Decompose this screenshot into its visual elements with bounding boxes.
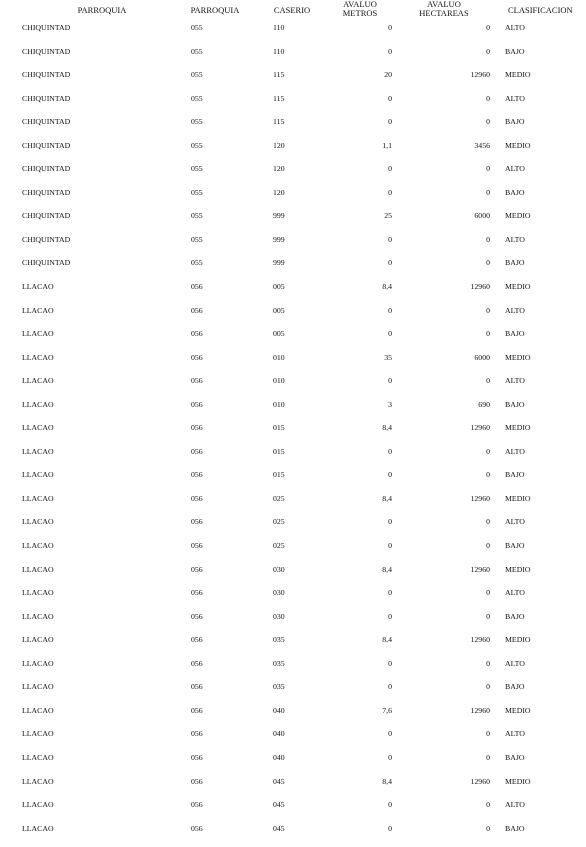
cell-avaluo-hectareas: 6000 [474, 211, 490, 221]
cell-parroquia-code: 055 [191, 211, 203, 221]
cell-clasificacion: MEDIO [505, 282, 531, 292]
cell-clasificacion: ALTO [505, 658, 525, 668]
table-row [0, 397, 586, 421]
cell-caserio: 110 [273, 23, 285, 32]
table-row [0, 585, 586, 609]
table-row [0, 44, 586, 68]
table-row [0, 138, 586, 162]
cell-avaluo-metros: 0 [388, 305, 392, 315]
cell-clasificacion: BAJO [505, 187, 525, 197]
cell-parroquia: LLACAO [22, 352, 54, 362]
cell-avaluo-hectareas: 12960 [470, 705, 490, 715]
cell-caserio: 035 [273, 635, 285, 645]
cell-avaluo-hectareas: 0 [486, 682, 490, 692]
cell-caserio: 045 [273, 776, 285, 786]
cell-parroquia-code: 055 [191, 46, 203, 56]
header-avaluo-hectareas [410, 0, 478, 18]
header-parroquia-code: PARROQUIA [190, 5, 240, 15]
table-row [0, 609, 586, 633]
cell-avaluo-hectareas: 0 [486, 305, 490, 315]
cell-avaluo-metros: 0 [388, 823, 392, 833]
cell-avaluo-metros: 0 [388, 588, 392, 598]
cell-clasificacion: ALTO [505, 729, 525, 739]
cell-avaluo-metros: 1,1 [382, 140, 392, 150]
header-avaluo-metros [330, 0, 390, 18]
cell-clasificacion: MEDIO [505, 352, 531, 362]
cell-avaluo-hectareas: 12960 [470, 564, 490, 574]
cell-parroquia-code: 056 [191, 776, 203, 786]
cell-clasificacion: BAJO [505, 541, 525, 551]
cell-caserio: 005 [273, 329, 285, 339]
cell-avaluo-hectareas: 0 [486, 446, 490, 456]
header-avaluo-hectareas-line1: AVALUO [427, 0, 461, 9]
cell-avaluo-hectareas: 0 [486, 588, 490, 598]
cell-avaluo-hectareas: 0 [486, 823, 490, 833]
cell-parroquia-code: 056 [191, 352, 203, 362]
cell-parroquia-code: 056 [191, 658, 203, 668]
cell-parroquia: CHIQUINTAD [22, 258, 71, 268]
cell-avaluo-metros: 0 [388, 23, 392, 32]
table-row [0, 255, 586, 279]
cell-avaluo-metros: 20 [384, 70, 392, 80]
cell-caserio: 010 [273, 352, 285, 362]
cell-parroquia: CHIQUINTAD [22, 234, 71, 244]
cell-avaluo-metros: 3 [388, 399, 392, 409]
cell-avaluo-hectareas: 0 [486, 800, 490, 810]
cell-parroquia: LLACAO [22, 564, 54, 574]
cell-clasificacion: MEDIO [505, 423, 531, 433]
cell-clasificacion: MEDIO [505, 705, 531, 715]
cell-avaluo-metros: 8,4 [382, 493, 392, 503]
cell-clasificacion: BAJO [505, 611, 525, 621]
cell-parroquia-code: 056 [191, 305, 203, 315]
cell-clasificacion: BAJO [505, 823, 525, 833]
cell-avaluo-hectareas: 0 [486, 658, 490, 668]
cell-parroquia: CHIQUINTAD [22, 23, 71, 32]
cell-parroquia: LLACAO [22, 752, 54, 762]
cell-caserio: 115 [273, 70, 285, 80]
cell-parroquia-code: 056 [191, 376, 203, 386]
cell-avaluo-hectareas: 0 [486, 517, 490, 527]
cell-caserio: 115 [273, 93, 285, 103]
table-row [0, 774, 586, 798]
cell-avaluo-hectareas: 0 [486, 187, 490, 197]
cell-parroquia-code: 055 [191, 258, 203, 268]
table-row [0, 797, 586, 821]
cell-caserio: 025 [273, 541, 285, 551]
cell-caserio: 040 [273, 752, 285, 762]
cell-avaluo-metros: 25 [384, 211, 392, 221]
table-row [0, 444, 586, 468]
cell-parroquia-code: 056 [191, 752, 203, 762]
cell-avaluo-metros: 8,4 [382, 776, 392, 786]
cell-caserio: 015 [273, 470, 285, 480]
cell-parroquia: CHIQUINTAD [22, 211, 71, 221]
table-row [0, 750, 586, 774]
cell-parroquia: LLACAO [22, 729, 54, 739]
cell-parroquia: LLACAO [22, 705, 54, 715]
cell-caserio: 040 [273, 729, 285, 739]
cell-avaluo-metros: 0 [388, 46, 392, 56]
cell-avaluo-metros: 0 [388, 752, 392, 762]
cell-parroquia-code: 056 [191, 682, 203, 692]
table-row [0, 114, 586, 138]
cell-parroquia-code: 056 [191, 564, 203, 574]
cell-parroquia-code: 056 [191, 823, 203, 833]
cell-avaluo-hectareas: 690 [478, 399, 490, 409]
cell-avaluo-hectareas: 0 [486, 23, 490, 32]
cell-parroquia-code: 055 [191, 117, 203, 127]
cell-caserio: 005 [273, 282, 285, 292]
table-row [0, 703, 586, 727]
cell-avaluo-metros: 0 [388, 729, 392, 739]
cell-clasificacion: ALTO [505, 446, 525, 456]
header-parroquia-name: PARROQUIA [77, 5, 127, 15]
cell-avaluo-hectareas: 0 [486, 611, 490, 621]
table-row [0, 20, 586, 44]
table-row [0, 326, 586, 350]
cell-parroquia: LLACAO [22, 399, 54, 409]
cell-parroquia: CHIQUINTAD [22, 164, 71, 174]
table-row [0, 303, 586, 327]
table-row [0, 279, 586, 303]
cell-avaluo-hectareas: 0 [486, 376, 490, 386]
table-row [0, 514, 586, 538]
cell-parroquia-code: 056 [191, 729, 203, 739]
cell-parroquia-code: 055 [191, 140, 203, 150]
cell-parroquia: LLACAO [22, 658, 54, 668]
cell-parroquia: LLACAO [22, 541, 54, 551]
cell-clasificacion: ALTO [505, 305, 525, 315]
cell-clasificacion: BAJO [505, 117, 525, 127]
cell-caserio: 035 [273, 658, 285, 668]
cell-avaluo-metros: 0 [388, 329, 392, 339]
cell-clasificacion: ALTO [505, 164, 525, 174]
table-row [0, 208, 586, 232]
cell-caserio: 015 [273, 446, 285, 456]
cell-avaluo-metros: 0 [388, 446, 392, 456]
cell-parroquia: LLACAO [22, 823, 54, 833]
cell-caserio: 040 [273, 705, 285, 715]
cell-caserio: 025 [273, 517, 285, 527]
cell-parroquia-code: 056 [191, 470, 203, 480]
cell-avaluo-metros: 7,6 [382, 705, 392, 715]
cell-avaluo-metros: 0 [388, 117, 392, 127]
cell-avaluo-hectareas: 3456 [474, 140, 490, 150]
cell-parroquia-code: 056 [191, 517, 203, 527]
cell-parroquia: LLACAO [22, 493, 54, 503]
cell-avaluo-hectareas: 12960 [470, 493, 490, 503]
cell-caserio: 999 [273, 258, 285, 268]
cell-clasificacion: BAJO [505, 752, 525, 762]
cell-clasificacion: BAJO [505, 470, 525, 480]
cell-parroquia: CHIQUINTAD [22, 70, 71, 80]
cell-parroquia: CHIQUINTAD [22, 187, 71, 197]
cell-avaluo-hectareas: 0 [486, 752, 490, 762]
table-row [0, 632, 586, 656]
cell-parroquia-code: 056 [191, 635, 203, 645]
cell-clasificacion: MEDIO [505, 140, 531, 150]
table-row [0, 538, 586, 562]
cell-parroquia: LLACAO [22, 517, 54, 527]
table-row [0, 679, 586, 703]
cell-caserio: 120 [273, 140, 285, 150]
cell-parroquia-code: 056 [191, 705, 203, 715]
cell-caserio: 015 [273, 423, 285, 433]
header-clasificacion: CLASIFICACION [508, 5, 573, 15]
cell-caserio: 010 [273, 399, 285, 409]
cell-avaluo-metros: 8,4 [382, 564, 392, 574]
cell-parroquia: LLACAO [22, 776, 54, 786]
cell-avaluo-metros: 0 [388, 658, 392, 668]
table-row [0, 373, 586, 397]
table-row [0, 726, 586, 750]
cell-parroquia: LLACAO [22, 376, 54, 386]
cell-parroquia: LLACAO [22, 446, 54, 456]
table-row [0, 185, 586, 209]
table-row [0, 491, 586, 515]
cell-caserio: 115 [273, 117, 285, 127]
cell-parroquia: CHIQUINTAD [22, 46, 71, 56]
cell-avaluo-hectareas: 0 [486, 117, 490, 127]
cell-caserio: 030 [273, 588, 285, 598]
cell-parroquia-code: 056 [191, 329, 203, 339]
table-row [0, 91, 586, 115]
cell-avaluo-hectareas: 0 [486, 541, 490, 551]
cell-avaluo-metros: 35 [384, 352, 392, 362]
cell-parroquia: CHIQUINTAD [22, 93, 71, 103]
cell-avaluo-metros: 0 [388, 800, 392, 810]
cell-avaluo-metros: 0 [388, 187, 392, 197]
cell-clasificacion: MEDIO [505, 211, 531, 221]
cell-clasificacion: BAJO [505, 682, 525, 692]
cell-clasificacion: ALTO [505, 800, 525, 810]
cell-avaluo-hectareas: 12960 [470, 423, 490, 433]
cell-parroquia: LLACAO [22, 470, 54, 480]
cell-caserio: 025 [273, 493, 285, 503]
table-row [0, 821, 586, 845]
cell-clasificacion: ALTO [505, 23, 525, 32]
table-row [0, 467, 586, 491]
cell-caserio: 120 [273, 187, 285, 197]
cell-parroquia-code: 055 [191, 187, 203, 197]
cell-parroquia-code: 055 [191, 23, 203, 32]
cell-caserio: 045 [273, 800, 285, 810]
cell-avaluo-metros: 0 [388, 541, 392, 551]
cell-caserio: 999 [273, 234, 285, 244]
cell-parroquia-code: 055 [191, 70, 203, 80]
cell-avaluo-hectareas: 12960 [470, 282, 490, 292]
cell-clasificacion: ALTO [505, 517, 525, 527]
cell-parroquia: CHIQUINTAD [22, 140, 71, 150]
cell-avaluo-hectareas: 0 [486, 258, 490, 268]
cell-caserio: 030 [273, 564, 285, 574]
cell-caserio: 110 [273, 46, 285, 56]
cell-avaluo-metros: 0 [388, 611, 392, 621]
cell-parroquia: LLACAO [22, 682, 54, 692]
cell-parroquia: LLACAO [22, 611, 54, 621]
cell-parroquia-code: 056 [191, 423, 203, 433]
cell-avaluo-hectareas: 12960 [470, 70, 490, 80]
table-row [0, 67, 586, 91]
cell-avaluo-metros: 0 [388, 234, 392, 244]
cell-clasificacion: MEDIO [505, 564, 531, 574]
cell-avaluo-metros: 0 [388, 376, 392, 386]
cell-avaluo-metros: 0 [388, 164, 392, 174]
cell-parroquia: CHIQUINTAD [22, 117, 71, 127]
cell-clasificacion: BAJO [505, 399, 525, 409]
cell-avaluo-hectareas: 0 [486, 470, 490, 480]
cell-parroquia: LLACAO [22, 800, 54, 810]
cell-clasificacion: ALTO [505, 234, 525, 244]
cell-clasificacion: BAJO [505, 329, 525, 339]
cell-avaluo-metros: 0 [388, 682, 392, 692]
header-avaluo-metros-line1: AVALUO [343, 0, 377, 9]
cell-parroquia-code: 056 [191, 541, 203, 551]
cell-avaluo-metros: 8,4 [382, 423, 392, 433]
cell-parroquia: LLACAO [22, 282, 54, 292]
cell-avaluo-hectareas: 0 [486, 729, 490, 739]
cell-avaluo-hectareas: 12960 [470, 776, 490, 786]
cell-clasificacion: ALTO [505, 376, 525, 386]
cell-clasificacion: ALTO [505, 588, 525, 598]
table-row [0, 420, 586, 444]
cell-clasificacion: BAJO [505, 46, 525, 56]
header-avaluo-hectareas-line2: HECTAREAS [419, 8, 469, 18]
cell-parroquia-code: 056 [191, 446, 203, 456]
cell-parroquia-code: 056 [191, 399, 203, 409]
cell-caserio: 005 [273, 305, 285, 315]
cell-parroquia-code: 056 [191, 588, 203, 598]
cell-clasificacion: MEDIO [505, 635, 531, 645]
header-avaluo-metros-line2: METROS [342, 8, 378, 18]
cell-parroquia-code: 056 [191, 800, 203, 810]
data-table-body [0, 20, 586, 844]
table-row [0, 562, 586, 586]
cell-clasificacion: MEDIO [505, 70, 531, 80]
cell-parroquia: LLACAO [22, 329, 54, 339]
cell-clasificacion: MEDIO [505, 493, 531, 503]
cell-parroquia-code: 056 [191, 282, 203, 292]
cell-caserio: 999 [273, 211, 285, 221]
cell-clasificacion: MEDIO [505, 776, 531, 786]
cell-parroquia-code: 055 [191, 234, 203, 244]
cell-avaluo-metros: 0 [388, 517, 392, 527]
table-row [0, 161, 586, 185]
cell-avaluo-hectareas: 0 [486, 164, 490, 174]
header-caserio: CASERIO [273, 5, 311, 15]
cell-avaluo-metros: 0 [388, 258, 392, 268]
cell-avaluo-metros: 8,4 [382, 282, 392, 292]
cell-clasificacion: ALTO [505, 93, 525, 103]
cell-clasificacion: BAJO [505, 258, 525, 268]
cell-parroquia-code: 056 [191, 493, 203, 503]
cell-parroquia-code: 055 [191, 164, 203, 174]
cell-parroquia: LLACAO [22, 588, 54, 598]
cell-caserio: 030 [273, 611, 285, 621]
cell-caserio: 120 [273, 164, 285, 174]
cell-parroquia: LLACAO [22, 305, 54, 315]
cell-parroquia-code: 055 [191, 93, 203, 103]
cell-avaluo-hectareas: 12960 [470, 635, 490, 645]
cell-avaluo-metros: 0 [388, 470, 392, 480]
cell-avaluo-hectareas: 0 [486, 46, 490, 56]
cell-avaluo-hectareas: 0 [486, 234, 490, 244]
cell-caserio: 010 [273, 376, 285, 386]
cell-caserio: 045 [273, 823, 285, 833]
cell-caserio: 035 [273, 682, 285, 692]
cell-parroquia-code: 056 [191, 611, 203, 621]
cell-avaluo-hectareas: 0 [486, 93, 490, 103]
table-row [0, 350, 586, 374]
cell-avaluo-metros: 0 [388, 93, 392, 103]
table-row [0, 232, 586, 256]
cell-parroquia: LLACAO [22, 635, 54, 645]
cell-avaluo-metros: 8,4 [382, 635, 392, 645]
cell-parroquia: LLACAO [22, 423, 54, 433]
table-row [0, 656, 586, 680]
cell-avaluo-hectareas: 6000 [474, 352, 490, 362]
cell-avaluo-hectareas: 0 [486, 329, 490, 339]
